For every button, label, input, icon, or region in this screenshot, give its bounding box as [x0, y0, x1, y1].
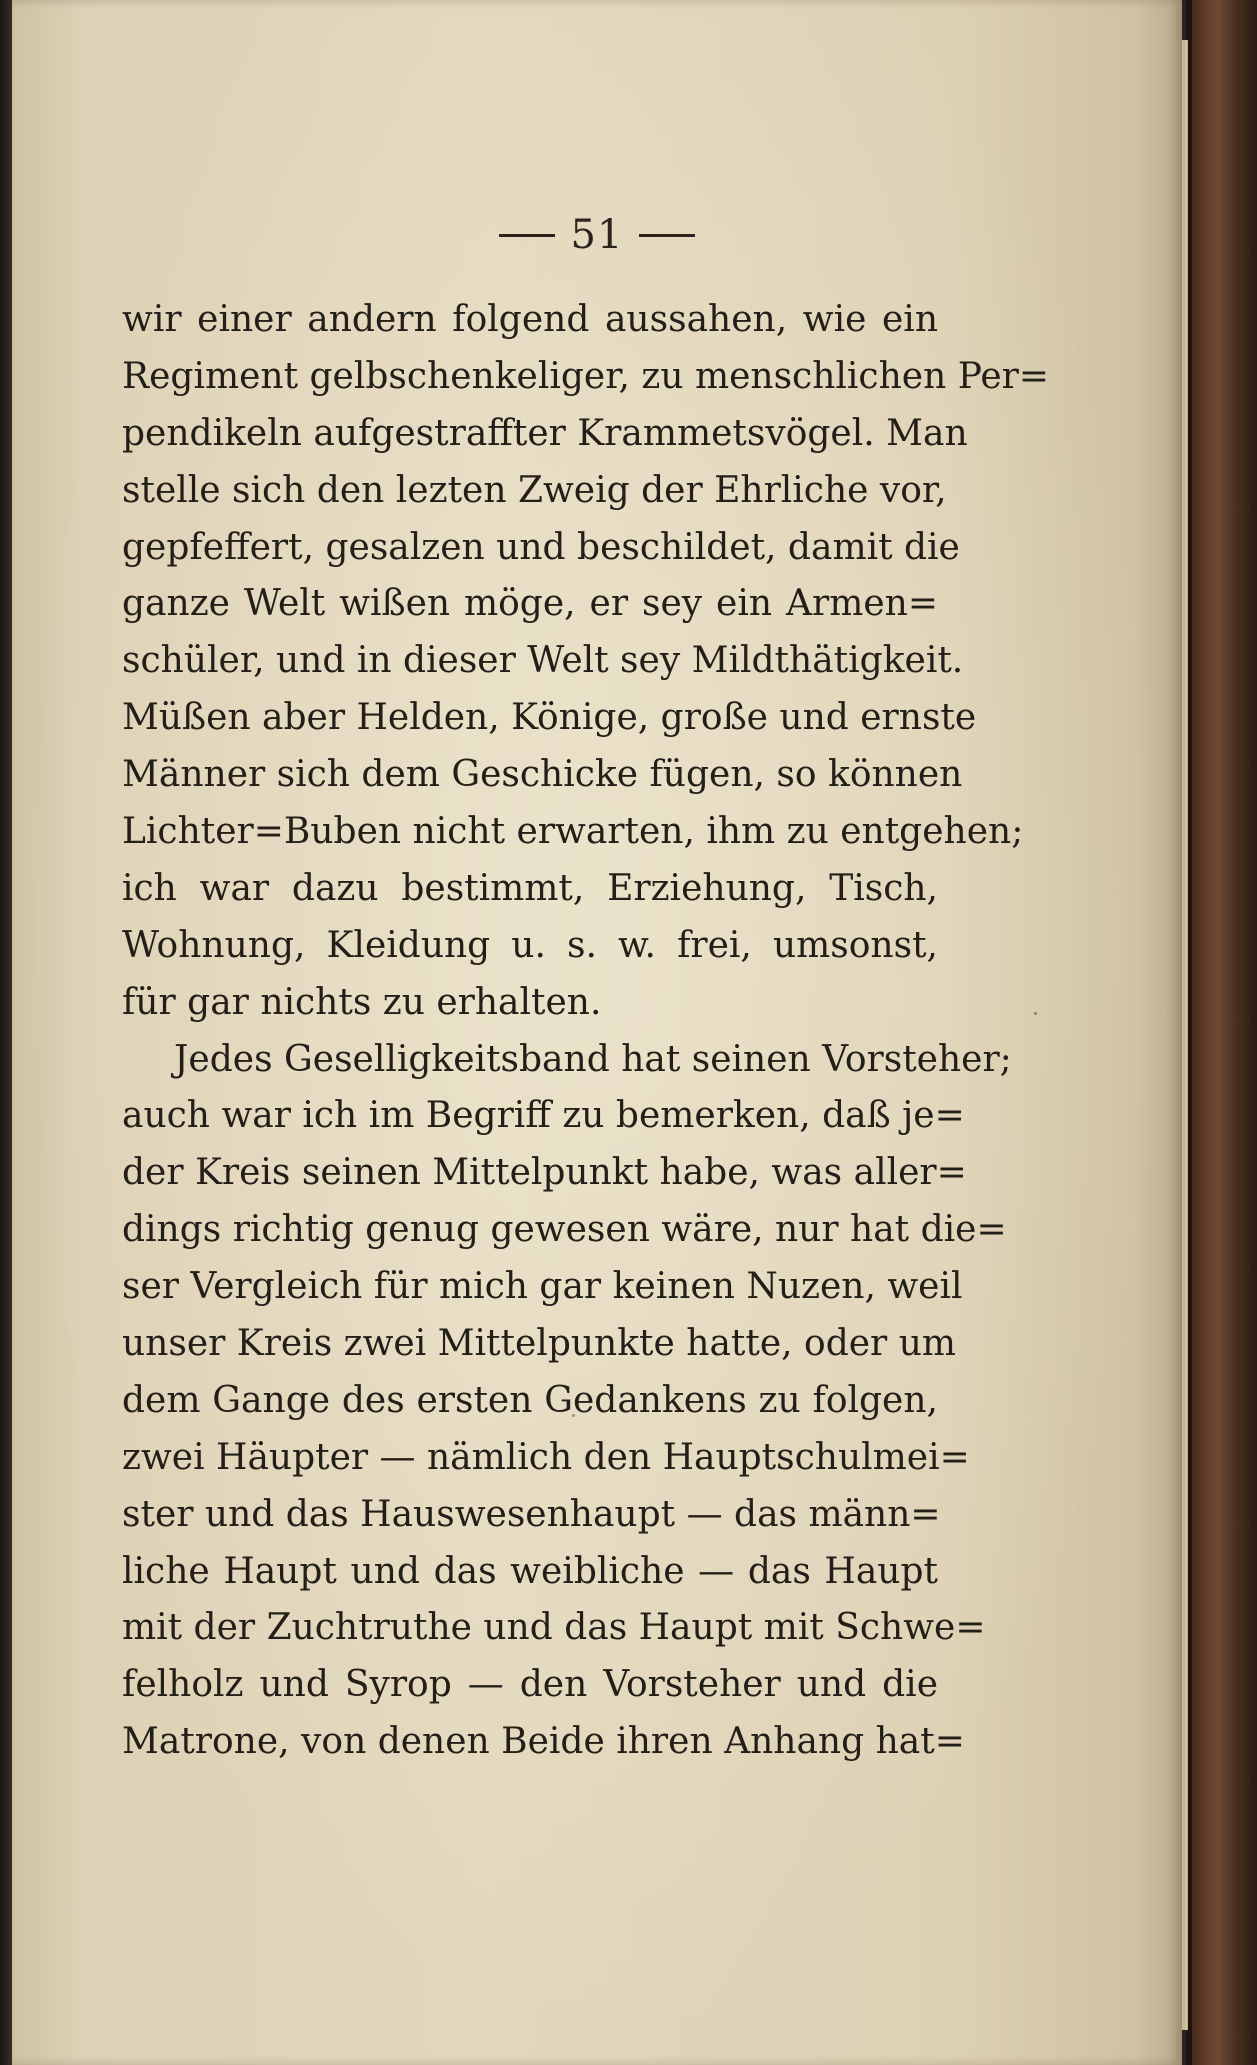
text-line: auch war ich im Begriff zu bemerken, daß je=	[122, 1095, 965, 1137]
paper-speck	[572, 1414, 575, 1417]
text-line: pendikeln aufgestraffter Krammetsvögel. Man	[122, 412, 968, 454]
text-line: Männer sich dem Geschicke fügen, so können	[122, 754, 963, 796]
paper-page	[12, 0, 1182, 2065]
text-line: wir einer andern folgend aussahen, wie ein	[122, 299, 938, 340]
paper-speck	[1034, 1012, 1037, 1015]
text-line: Wohnung, Kleidung u. s. w. frei, umsonst,	[122, 924, 938, 966]
text-line: stelle sich den lezten Zweig der Ehrliche vor,	[122, 469, 947, 511]
dash-right	[639, 234, 695, 237]
dash-left	[499, 234, 555, 237]
page-number-value: 51	[570, 212, 624, 258]
text-line: Matrone, von denen Beide ihren Anhang hat=	[122, 1721, 965, 1763]
text-line: dings richtig genug gewesen wäre, nur hat die=	[122, 1209, 1007, 1251]
body-text	[122, 292, 1049, 1771]
text-line: zwei Häupter — nämlich den Hauptschulmei=	[122, 1436, 970, 1478]
text-line: ich war dazu bestimmt, Erziehung, Tisch,	[122, 867, 938, 909]
text-line: schüler, und in dieser Welt sey Mildthätigkeit.	[122, 640, 964, 682]
text-line: liche Haupt und das weibliche — das Haupt	[122, 1550, 938, 1592]
text-line: Regiment gelbschenkeliger, zu menschlichen Per=	[122, 355, 1049, 397]
text-line: unser Kreis zwei Mittelpunkte hatte, oder um	[122, 1323, 957, 1365]
text-line: Jedes Geselligkeitsband hat seinen Vorsteher;	[174, 1038, 1012, 1080]
paper-speck	[256, 1398, 259, 1401]
page-number	[12, 212, 1182, 258]
text-line: ganze Welt wißen möge, er sey ein Armen=	[122, 583, 938, 625]
text-line: Lichter=Buben nicht erwarten, ihm zu entgehen;	[122, 811, 1024, 853]
text-line: gepfeffert, gesalzen und beschildet, damit die	[122, 526, 960, 568]
text-line: felholz und Syrop — den Vorsteher und die	[122, 1664, 938, 1706]
text-line: ster und das Hauswesenhaupt — das männ=	[122, 1493, 941, 1535]
text-line: Müßen aber Helden, Könige, große und ernste	[122, 697, 977, 739]
text-line: dem Gange des ersten Gedankens zu folgen,	[122, 1379, 938, 1421]
text-line: ser Vergleich für mich gar keinen Nuzen, weil	[122, 1266, 963, 1308]
text-line: für gar nichts zu erhalten.	[122, 981, 602, 1023]
text-line: der Kreis seinen Mittelpunkt habe, was aller=	[122, 1152, 967, 1194]
text-line: mit der Zuchtruthe und das Haupt mit Schwe=	[122, 1607, 986, 1649]
book-cover	[1186, 0, 1257, 2065]
